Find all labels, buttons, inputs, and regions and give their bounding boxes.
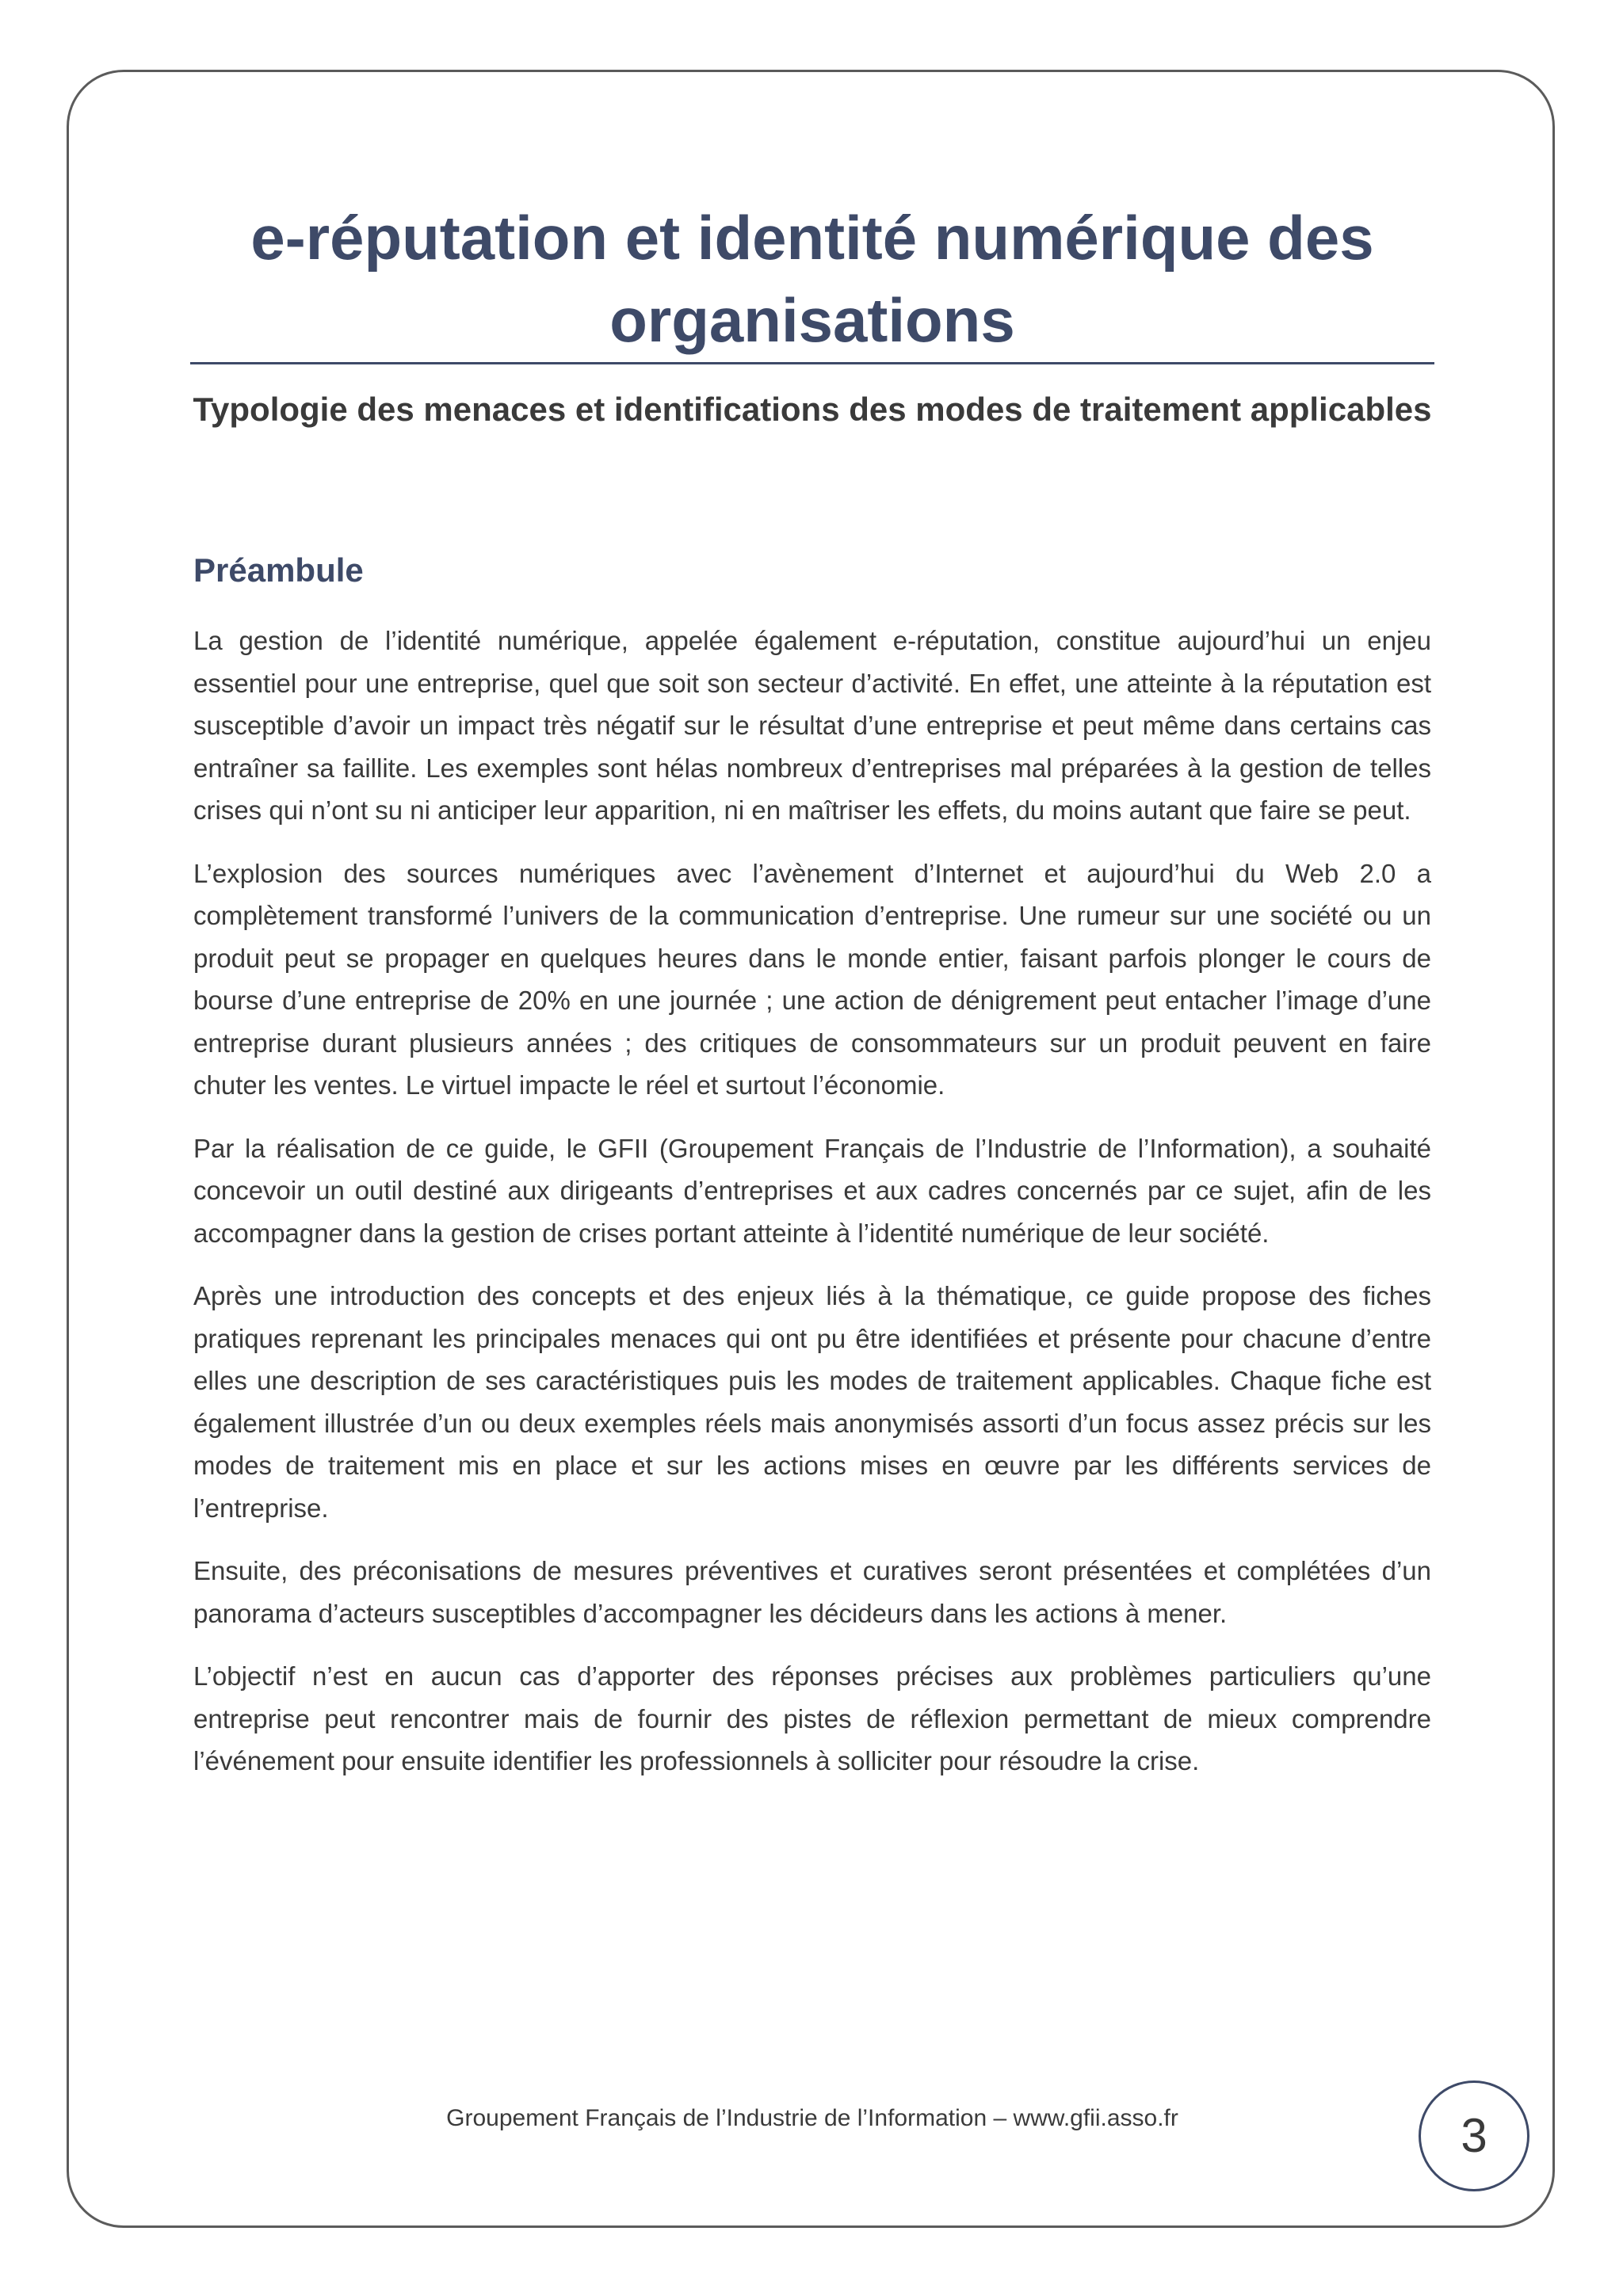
paragraph: L’explosion des sources numériques avec l’avènement d’Internet et aujourd’hui du Web 2.0 a complètement transformé l’univers de la communication d’entreprise. Une rumeur sur une société ou un produit peut se propager en quelques heures dans le monde entier, faisant parfois plonger le cours de bourse d’une entreprise de 20% en une journée ; une action de dénigrement peut entacher l’image d’une entreprise durant plusieurs années ; des critiques de consommateurs sur un produit peuvent en faire chuter les ventes. Le virtuel impacte le réel et surtout l’économie. (193, 858, 1431, 1100)
document-subtitle: Typologie des menaces et identifications des modes de traitement applicables (193, 391, 1432, 428)
paragraph: L’objectif n’est en aucun cas d’apporter des réponses précises aux problèmes particuliers qu’une entreprise peut rencontrer mais de fournir des pistes de réflexion permettant de mieux comprendre l’événement pour ensuite identifier les professionnels à solliciter pour résoudre la crise. (193, 1661, 1431, 1775)
paragraph: La gestion de l’identité numérique, appelée également e-réputation, constitue aujourd’hui un enjeu essentiel pour une entreprise, quel que soit son secteur d’activité. En effet, une atteinte à la réputation est susceptible d’avoir un impact très négatif sur le résultat d’une entreprise et peut même dans certains cas entraîner sa faillite. Les exemples sont hélas nombreux d’entreprises mal préparées à la gestion de telles crises qui n’ont su ni anticiper leur apparition, ni en maîtriser les effets, du moins autant que faire se peut. (193, 626, 1431, 825)
document-title: e-réputation et identité numérique des organisations (250, 203, 1374, 355)
paragraph: Après une introduction des concepts et des enjeux liés à la thématique, ce guide propose des fiches pratiques reprenant les principales menaces qui ont pu être identifiées et présente pour chacune d’entre elles une description de ses caractéristiques puis les modes de traitement applicables. Chaque fiche est également illustrée d’un ou deux exemples réels mais anonymisés assorti d’un focus assez précis sur les modes de traitement mis en place et sur les actions mises en œuvre par les différents services de l’entreprise. (193, 1281, 1431, 1523)
paragraph: Par la réalisation de ce guide, le GFII (Groupement Français de l’Industrie de l’Information), a souhaité concevoir un outil destiné aux dirigeants d’entreprises et aux cadres concernés par ce sujet, afin de les accompagner dans la gestion de crises portant atteinte à l’identité numérique de leur société. (193, 1133, 1431, 1248)
section-heading: Préambule (193, 551, 364, 589)
page-number: 3 (1419, 2081, 1529, 2191)
body-text (193, 620, 1431, 1803)
paragraph: Ensuite, des préconisations de mesures préventives et curatives seront présentées et complétées d’un panorama d’acteurs susceptibles d’accompagner les décideurs dans les actions à mener. (193, 1556, 1431, 1628)
footer-text: Groupement Français de l’Industrie de l’Information – www.gfii.asso.fr (446, 2105, 1178, 2131)
title-divider (190, 362, 1434, 364)
